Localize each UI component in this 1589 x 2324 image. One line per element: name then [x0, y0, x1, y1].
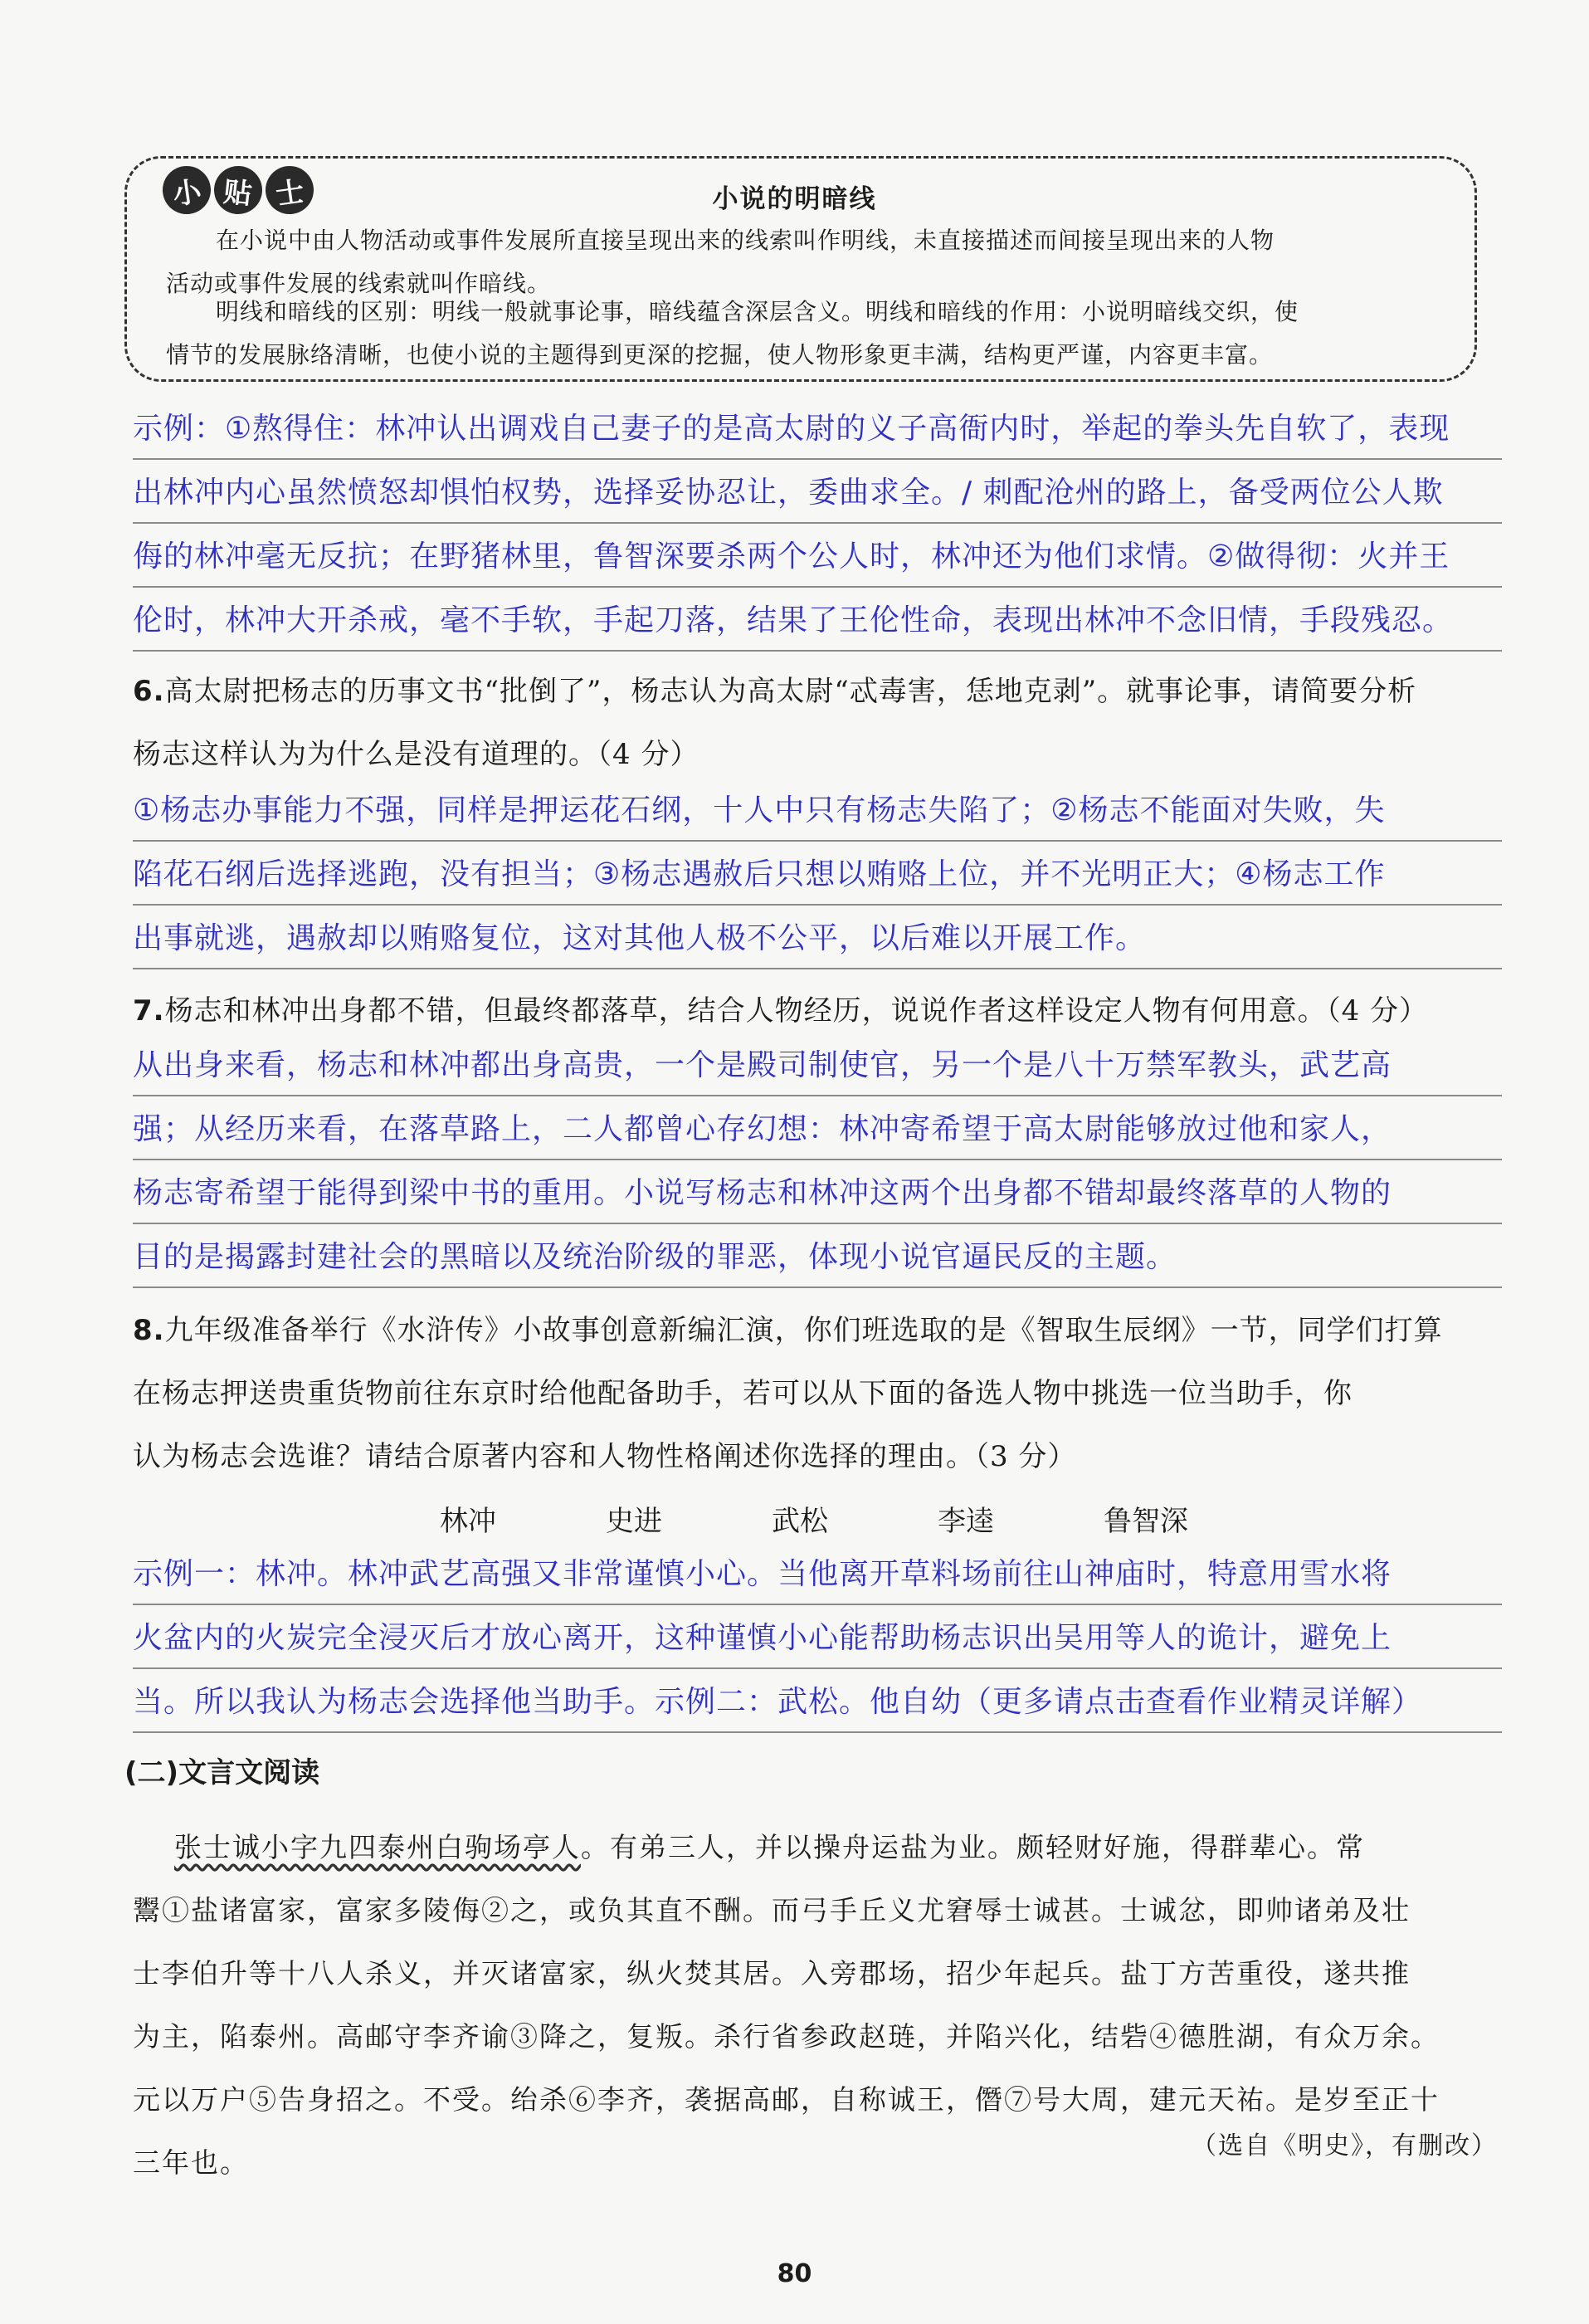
question-line: 杨志这样认为为什么是没有道理的。（4 分） [133, 738, 699, 771]
passage-line: 元以万户⑤告身招之。不受。绐杀⑥李齐，袭据高邮，自称诚王，僭⑦号大周，建元天祐。是岁至正十 [133, 2083, 1440, 2116]
answer-5 [133, 397, 1502, 652]
tip-title: 小说的明暗线 [712, 184, 877, 214]
question-8 [133, 1299, 1502, 1488]
answer-line: 伦时，林冲大开杀戒，毫不手软，手起刀落，结果了王伦性命，表现出林冲不念旧情，手段残忍。 [133, 603, 1454, 637]
tip-badge-char: 贴 [212, 164, 265, 217]
question-text: 九年级准备举行《水浒传》小故事创意新编汇演，你们班选取的是《智取生辰纲》一节，同学们打算 [164, 1314, 1443, 1347]
candidate-name: 鲁智深 [1104, 1505, 1188, 1538]
answer-line: 从出身来看，杨志和林冲都出身高贵，一个是殿司制使官，另一个是八十万禁军教头，武艺高 [133, 1048, 1392, 1082]
passage-text: 。有弟三人，并以操舟运盐为业。颇轻财好施，得群辈心。常 [581, 1831, 1365, 1863]
candidate-name: 林冲 [440, 1505, 496, 1538]
answer-line: 出林冲内心虽然愤怒却惧怕权势，选择妥协忍让，委曲求全。/ 刺配沧州的路上，备受两位公人欺 [133, 476, 1444, 510]
candidate-name: 武松 [772, 1505, 828, 1538]
candidate-name: 李逵 [938, 1505, 994, 1538]
passage-line: 鬻①盐诸富家，富家多陵侮②之，或负其直不酬。而弓手丘义尤窘辱士诚甚。士诚忿，即帅诸弟及壮 [133, 1894, 1411, 1926]
question-line: 认为杨志会选谁？请结合原著内容和人物性格阐述你选择的理由。（3 分） [133, 1440, 1077, 1473]
question-6 [133, 660, 1502, 786]
answer-line: 强；从经历来看，在落草路上，二人都曾心存幻想：林冲寄希望于高太尉能够放过他和家人， [133, 1112, 1392, 1146]
answer-line: 侮的林冲毫无反抗；在野猪林里，鲁智深要杀两个公人时，林冲还为他们求情。②做得彻：火并王 [133, 540, 1450, 574]
question-text: 高太尉把杨志的历事文书“批倒了”，杨志认为高太尉“忒毒害，恁地克剥”。就事论事，请简要分析 [164, 675, 1417, 708]
answer-8 [133, 1542, 1502, 1734]
tip-badge-char: 士 [262, 163, 317, 217]
answer-line: 示例一：林冲。林冲武艺高强又非常谨慎小心。当他离开草料场前往山神庙时，特意用雪水将 [133, 1557, 1392, 1591]
passage-line: 三年也。 [133, 2146, 249, 2179]
answer-line: 杨志寄希望于能得到梁中书的重用。小说写杨志和林冲这两个出身都不错却最终落草的人物的 [133, 1176, 1392, 1210]
wavy-underlined-text: 张士诚小字九四泰州白驹场亭人 [174, 1831, 581, 1863]
passage-line [133, 1816, 1502, 1879]
question-text: 杨志和林冲出身都不错，但最终都落草，结合人物经历，说说作者这样设定人物有何用意。（4 分） [164, 994, 1429, 1028]
tip-paragraph-2 [166, 290, 1452, 377]
question-line [133, 660, 1502, 723]
candidate-name: 史进 [606, 1505, 662, 1538]
answer-line: 出事就逃，遇赦却以贿赂复位，这对其他人极不公平，以后难以开展工作。 [133, 921, 1147, 955]
tip-line: 在小说中由人物活动或事件发展所直接呈现出来的线索叫作明线，未直接描述而间接呈现出来的人物 [216, 227, 1275, 254]
page-number: 80 [777, 2259, 812, 2288]
tip-line: 明线和暗线的区别：明线一般就事论事，暗线蕴含深层含义。明线和暗线的作用：小说明暗线交织，使 [216, 298, 1299, 325]
answer-6 [133, 779, 1502, 970]
answer-line: 示例：①熬得住：林冲认出调戏自己妻子的是高太尉的义子高衙内时，举起的拳头先自软了，表现 [133, 412, 1450, 446]
answer-line: 当。所以我认为杨志会选择他当助手。示例二：武松。他自幼（更多请点击查看作业精灵详解） [133, 1685, 1423, 1719]
answer-line: 陷花石纲后选择逃跑，没有担当；③杨志遇赦后只想以贿赂上位，并不光明正大；④杨志工作 [133, 857, 1386, 891]
question-number: 6. [133, 675, 165, 708]
answer-line: 目的是揭露封建社会的黑暗以及统治阶级的罪恶，体现小说官逼民反的主题。 [133, 1240, 1177, 1274]
question-number: 8. [133, 1314, 165, 1347]
section-heading: (二)文言文阅读 [124, 1756, 320, 1789]
answer-7 [133, 1033, 1502, 1289]
tip-badge-char: 小 [159, 163, 214, 217]
question-line: 在杨志押送贵重货物前往东京时给他配备助手，若可以从下面的备选人物中挑选一位当助手，你 [133, 1377, 1353, 1410]
tip-line: 情节的发展脉络清晰，也使小说的主题得到更深的挖掘，使人物形象更丰满，结构更严谨，内容更丰富。 [166, 341, 1274, 369]
question-line [133, 1299, 1502, 1362]
tip-line: 活动或事件发展的线索就叫作暗线。 [166, 270, 552, 297]
passage-line: 为主，陷泰州。高邮守李齐谕③降之，复叛。杀行省参政赵琏，并陷兴化，结砦④德胜湖，有众万余。 [133, 2020, 1440, 2053]
candidate-names [440, 1498, 1270, 1539]
question-number: 7. [133, 994, 165, 1028]
passage-line: 士李伯升等十八人杀义，并灭诸富家，纵火焚其居。入旁郡场，招少年起兵。盐丁方苦重役，遂共推 [133, 1957, 1411, 1990]
answer-line: 火盆内的火炭完全浸灭后才放心离开，这种谨慎小心能帮助杨志识出吴用等人的诡计，避免上 [133, 1621, 1392, 1655]
passage-source: （选自《明史》，有删改） [1192, 2131, 1498, 2160]
answer-line: ①杨志办事能力不强，同样是押运花石纲，十人中只有杨志失陷了；②杨志不能面对失败，失 [133, 793, 1386, 828]
